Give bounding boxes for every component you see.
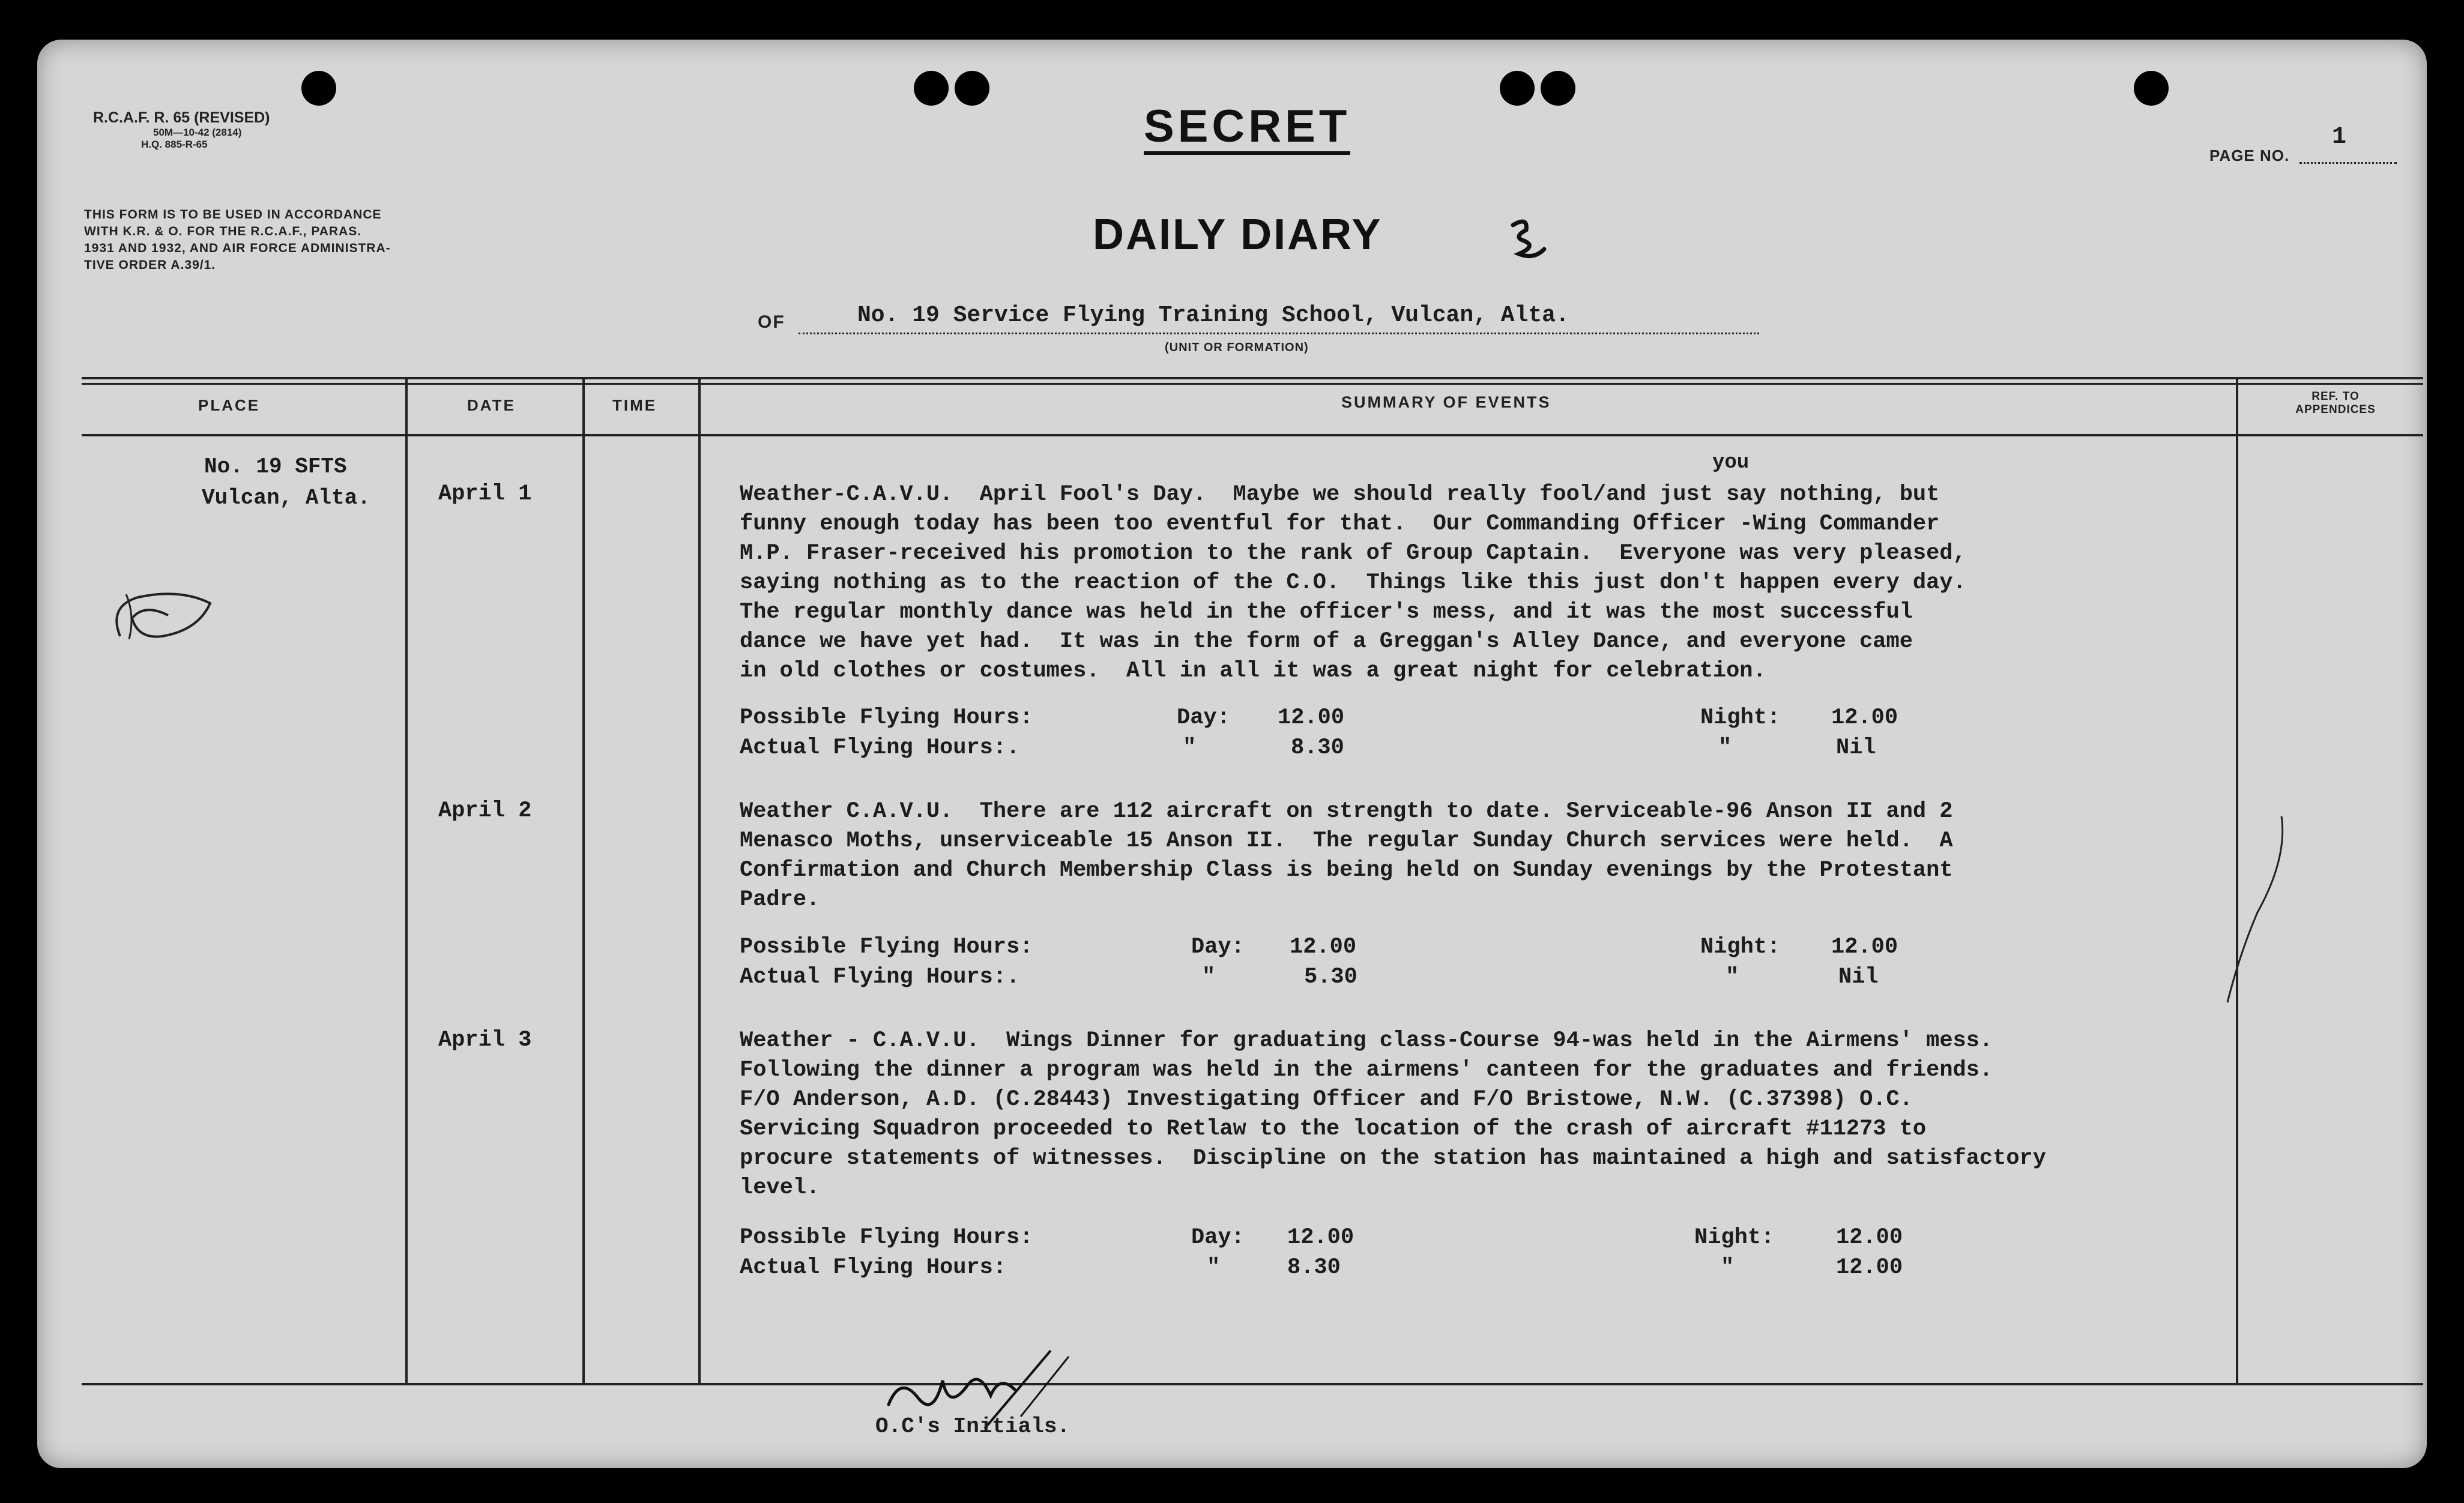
form-reference (93, 109, 270, 151)
table-bottom-rule (82, 1383, 2423, 1385)
possible-hours-label: Possible Flying Hours: (740, 935, 1033, 960)
flying-hours (740, 1223, 2181, 1289)
night-label: Night: (1700, 935, 1781, 960)
interlinear-insertion: you (1712, 451, 1750, 474)
punch-hole (1541, 71, 1575, 106)
unit-name: No. 19 Service Flying Training School, Vulcan, Alta. (857, 303, 1569, 328)
ditto-mark: " (1207, 1255, 1221, 1280)
summary-line: Menasco Moths, unserviceable 15 Anson II. The regular Sunday Church services were held. A (740, 828, 1953, 854)
column-header-summary: SUMMARY OF EVENTS (1341, 393, 1551, 411)
form-notice-line: THIS FORM IS TO BE USED IN ACCORDANCE (84, 208, 382, 221)
form-notice (84, 206, 391, 274)
possible-day-hours: 12.00 (1287, 1225, 1354, 1250)
possible-day-hours: 12.00 (1290, 935, 1357, 960)
form-reference-line: R.C.A.F. R. 65 (REVISED) (93, 109, 270, 126)
summary-line: The regular monthly dance was held in the officer's mess, and it was the most successful (740, 600, 1913, 625)
column-header-ref-line: APPENDICES (2295, 403, 2376, 416)
unit-caption: (UNIT OR FORMATION) (1165, 341, 1309, 354)
entry-summary (740, 1026, 2046, 1203)
column-divider (698, 377, 701, 1383)
actual-day-hours: 8.30 (1291, 735, 1344, 761)
column-header-place: PLACE (198, 396, 261, 414)
actual-night-hours: Nil (1838, 965, 1879, 990)
ditto-mark: " (1183, 735, 1197, 761)
column-divider (582, 377, 585, 1383)
ditto-mark: " (1726, 965, 1739, 990)
day-label: Day: (1177, 705, 1230, 730)
possible-day-hours: 12.00 (1278, 705, 1345, 730)
actual-hours-label: Actual Flying Hours:. (740, 735, 1020, 761)
summary-line: Padre. (740, 887, 820, 912)
unit-of-label: OF (758, 312, 785, 332)
form-notice-line: 1931 AND 1932, AND AIR FORCE ADMINISTRA- (84, 241, 391, 255)
entry-summary (740, 797, 1953, 915)
page-title: DAILY DIARY (1093, 211, 1383, 259)
ditto-mark: " (1718, 735, 1732, 761)
column-header-ref-line: REF. TO (2312, 390, 2360, 403)
column-header-time: TIME (612, 396, 657, 414)
punch-hole (2134, 71, 2169, 106)
column-divider (405, 377, 408, 1383)
summary-line: level. (740, 1175, 820, 1200)
day-label: Day: (1191, 1225, 1245, 1250)
actual-hours-label: Actual Flying Hours:. (740, 965, 1020, 990)
column-header-ref (2257, 390, 2414, 417)
page-number-underline (2299, 162, 2397, 164)
night-label: Night: (1700, 705, 1781, 730)
form-notice-line: TIVE ORDER A.39/1. (84, 258, 216, 272)
possible-night-hours: 12.00 (1831, 705, 1898, 730)
punch-hole (1500, 71, 1535, 106)
night-label: Night: (1694, 1225, 1775, 1250)
summary-line: Following the dinner a program was held in the airmens' canteen for the graduates and friends. (740, 1058, 1993, 1083)
actual-hours-label: Actual Flying Hours: (740, 1255, 1007, 1280)
possible-night-hours: 12.00 (1836, 1225, 1903, 1250)
page-number-label: PAGE NO. (2209, 146, 2290, 164)
entry-summary (740, 480, 1966, 686)
margin-pen-stroke (2221, 810, 2293, 1008)
handwritten-scribble (102, 570, 222, 660)
summary-line: Weather C.A.V.U. There are 112 aircraft on strength to date. Serviceable-96 Anson II and 2 (740, 799, 1953, 824)
flying-hours (740, 703, 2181, 770)
place-entry (204, 451, 370, 514)
punch-hole (955, 71, 989, 106)
place-line: No. 19 SFTS (204, 454, 347, 479)
unit-underline (799, 333, 1759, 334)
table-top-rule (82, 383, 2423, 385)
summary-line: M.P. Fraser-received his promotion to the rank of Group Captain. Everyone was very pleased, (740, 541, 1966, 566)
possible-night-hours: 12.00 (1831, 935, 1898, 960)
place-line: Vulcan, Alta. (202, 486, 370, 510)
classification-stamp: SECRET (1144, 102, 1350, 155)
summary-line: Confirmation and Church Membership Class is being held on Sunday evenings by the Protestant (740, 858, 1953, 883)
possible-hours-label: Possible Flying Hours: (740, 1225, 1033, 1250)
form-notice-line: WITH K.R. & O. FOR THE R.C.A.F., PARAS. (84, 224, 362, 238)
column-header-date: DATE (467, 396, 516, 414)
summary-line: Servicing Squadron proceeded to Retlaw to the location of the crash of aircraft #11273 to (740, 1116, 1927, 1142)
summary-line: in old clothes or costumes. All in all it was a great night for celebration. (740, 658, 1766, 684)
ditto-mark: " (1202, 965, 1216, 990)
actual-night-hours: Nil (1836, 735, 1876, 761)
summary-line: funny enough today has been too eventful for that. Our Commanding Officer -Wing Commander (740, 511, 1940, 537)
signature-label: O.C's Initials. (875, 1414, 1070, 1439)
day-label: Day: (1191, 935, 1245, 960)
summary-line: procure statements of witnesses. Discipline on the station has maintained a high and satisfactory (740, 1146, 2046, 1171)
actual-night-hours: 12.00 (1836, 1255, 1903, 1280)
handwritten-mark (1501, 213, 1555, 267)
possible-hours-label: Possible Flying Hours: (740, 705, 1033, 730)
summary-line: F/O Anderson, A.D. (C.28443) Investigating Officer and F/O Bristowe, N.W. (C.37398) O.C. (740, 1087, 1913, 1112)
form-reference-line: H.Q. 885-R-65 (141, 139, 208, 150)
flying-hours (740, 933, 2181, 999)
summary-line: dance we have yet had. It was in the form of a Greggan's Alley Dance, and everyone came (740, 629, 1913, 654)
form-reference-line: 50M—10-42 (2814) (153, 127, 242, 138)
page-number-value: 1 (2332, 124, 2347, 151)
ditto-mark: " (1721, 1255, 1735, 1280)
header-rule (82, 434, 2423, 436)
entry-date: April 1 (438, 481, 532, 507)
table-top-rule (82, 377, 2423, 379)
summary-line: saying nothing as to the reaction of the C.O. Things like this just don't happen every day. (740, 570, 1966, 595)
actual-day-hours: 8.30 (1287, 1255, 1341, 1280)
entry-date: April 2 (438, 798, 532, 824)
summary-line: Weather-C.A.V.U. April Fool's Day. Maybe we should really fool/and just say nothing, but (740, 482, 1940, 507)
summary-line: Weather - C.A.V.U. Wings Dinner for graduating class-Course 94-was held in the Airmens' mess. (740, 1028, 1993, 1053)
actual-day-hours: 5.30 (1304, 965, 1357, 990)
punch-hole (301, 71, 336, 106)
entry-date: April 3 (438, 1028, 532, 1053)
punch-hole (914, 71, 949, 106)
